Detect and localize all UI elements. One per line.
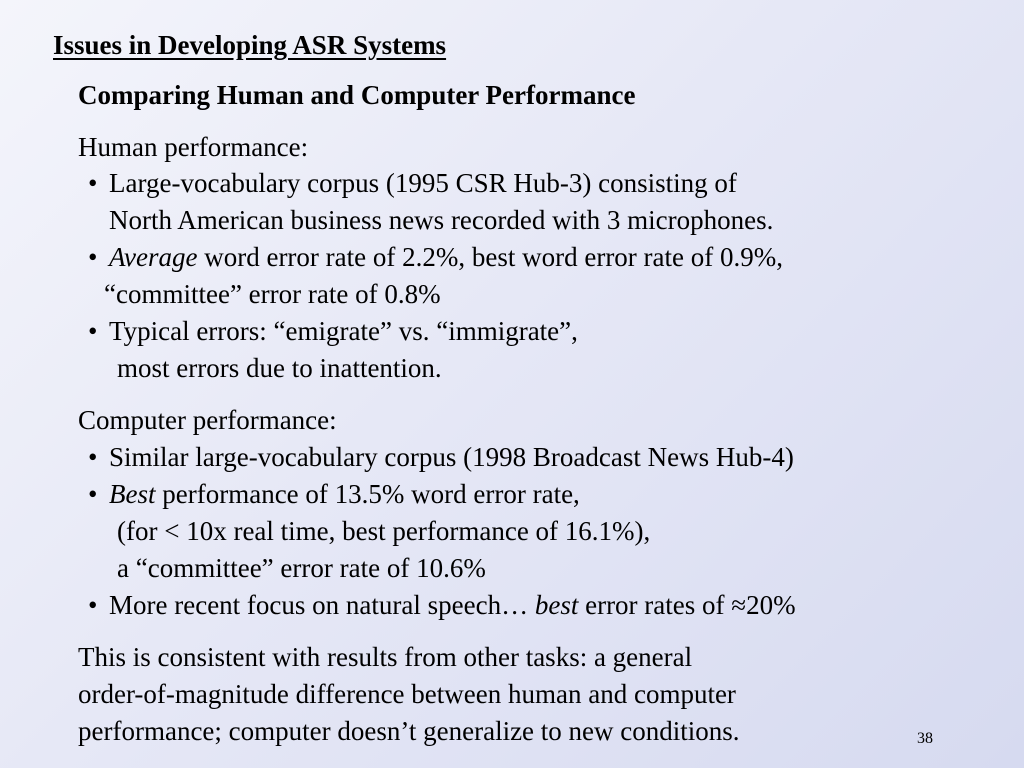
human-bullet-2-text: word error rate of 2.2%, best word error rate of 0.9%, (197, 242, 783, 272)
bullet-icon: • (88, 442, 98, 472)
computer-bullet-2-line-3: a “committee” error rate of 10.6% (117, 553, 486, 583)
slide-title: Issues in Developing ASR Systems (53, 30, 447, 60)
human-bullet-3-line-2: most errors due to inattention. (117, 353, 442, 383)
computer-bullet-3 (109, 590, 796, 621)
human-bullet-3-line-1: Typical errors: “emigrate” vs. “immigrate”, (109, 316, 578, 346)
bullet-icon: • (88, 316, 98, 346)
page-number: 38 (917, 730, 933, 747)
computer-bullet-2-text: performance of 13.5% word error rate, (155, 479, 580, 509)
computer-bullet-2-line-1 (109, 479, 580, 510)
bullet-icon: • (88, 479, 98, 509)
bullet-icon: • (88, 168, 98, 198)
human-bullet-2-line-1 (109, 242, 783, 273)
human-bullet-2-line-2: “committee” error rate of 0.8% (104, 279, 441, 309)
human-bullet-1-line-2: North American business news recorded with 3 microphones. (109, 205, 774, 235)
human-bullet-1-line-1: Large-vocabulary corpus (1995 CSR Hub-3) consisting of (109, 168, 737, 198)
conclusion-line-2: order-of-magnitude difference between human and computer (78, 679, 736, 709)
conclusion-line-1: This is consistent with results from other tasks: a general (78, 642, 693, 672)
human-heading: Human performance: (78, 132, 309, 162)
section-subtitle: Comparing Human and Computer Performance (78, 80, 636, 110)
bullet-icon: • (88, 242, 98, 272)
computer-bullet-3-tail: error rates of ≈20% (578, 590, 796, 620)
computer-bullet-1: Similar large-vocabulary corpus (1998 Broadcast News Hub-4) (109, 442, 794, 472)
conclusion-line-3: performance; computer doesn’t generalize to new conditions. (78, 716, 740, 746)
emphasis-best: best (534, 590, 579, 620)
emphasis-best: Best (109, 479, 156, 509)
computer-bullet-2-line-2: (for < 10x real time, best performance of 16.1%), (117, 516, 651, 546)
bullet-icon: • (88, 590, 98, 620)
computer-bullet-3-text: More recent focus on natural speech… (109, 590, 535, 620)
computer-heading: Computer performance: (78, 405, 337, 435)
emphasis-average: Average (109, 242, 198, 272)
